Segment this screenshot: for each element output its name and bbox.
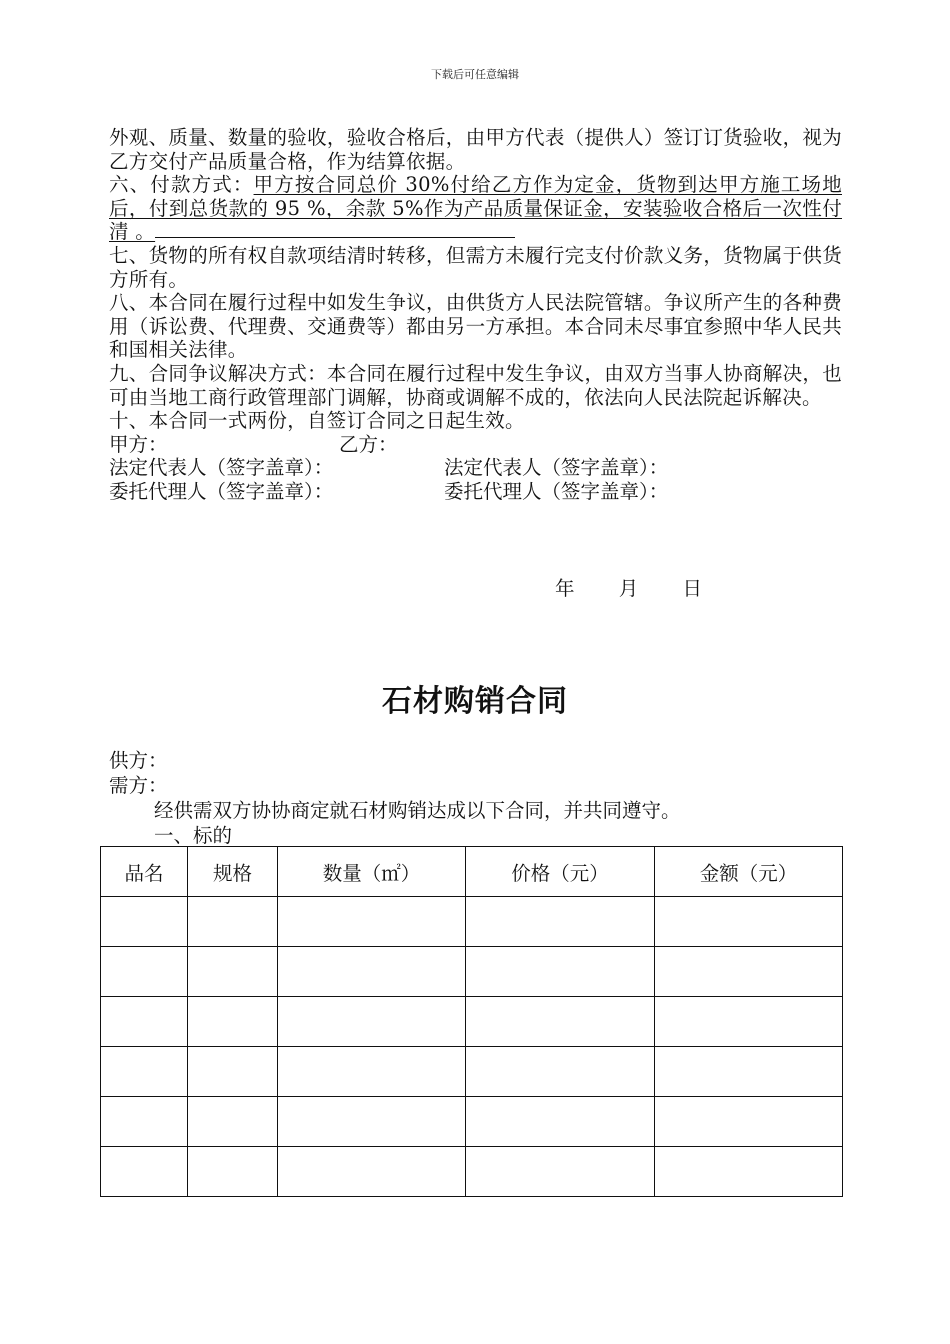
- table-cell[interactable]: [188, 947, 278, 997]
- table-cell[interactable]: [466, 997, 655, 1047]
- table-header-row: [101, 847, 843, 897]
- table-row: [101, 897, 843, 947]
- page-header-note: 下载后可任意编辑: [431, 68, 519, 81]
- legal-rep-row: [109, 456, 842, 480]
- table-cell[interactable]: [466, 947, 655, 997]
- clause-effective: 十、本合同一式两份，自签订合同之日起生效。: [109, 409, 525, 433]
- table-cell[interactable]: [188, 897, 278, 947]
- table-row: [101, 947, 843, 997]
- table-cell[interactable]: [101, 947, 188, 997]
- table-cell[interactable]: [655, 997, 843, 1047]
- party-b-label: 乙方：: [339, 432, 398, 456]
- table-cell[interactable]: [188, 1147, 278, 1197]
- table-cell[interactable]: [278, 997, 466, 1047]
- col-header-amount: 金额（元）: [655, 847, 843, 897]
- table-cell[interactable]: [655, 1147, 843, 1197]
- table-cell[interactable]: [466, 1047, 655, 1097]
- table-cell[interactable]: [655, 897, 843, 947]
- table-cell[interactable]: [101, 997, 188, 1047]
- table-row: [101, 997, 843, 1047]
- col-header-spec: 规格: [188, 847, 278, 897]
- col-header-quantity: 数量（㎡）: [278, 847, 466, 897]
- clause-jurisdiction: 八、本合同在履行过程中如发生争议，由供货方人民法院管辖。争议所产生的各种费用（诉讼费、代理费、交通费等）都由另一方承担。本合同未尽事宜参照中华人民共和国相关法律。: [109, 291, 842, 362]
- table-row: [101, 1047, 843, 1097]
- table-cell[interactable]: [188, 997, 278, 1047]
- table-cell[interactable]: [466, 1147, 655, 1197]
- signing-date: [555, 573, 722, 601]
- table-cell[interactable]: [466, 1097, 655, 1147]
- table-cell[interactable]: [101, 897, 188, 947]
- goods-table: [100, 846, 843, 1197]
- table-cell[interactable]: [278, 1047, 466, 1097]
- table-cell[interactable]: [466, 897, 655, 947]
- clause-acceptance: 外观、质量、数量的验收，验收合格后，由甲方代表（提供人）签订订货验收，视为乙方交付产品质量合格，作为结算依据。: [109, 126, 842, 173]
- supplier-label: 供方：: [109, 749, 168, 772]
- table-cell[interactable]: [278, 1147, 466, 1197]
- table-cell[interactable]: [101, 1147, 188, 1197]
- table-cell[interactable]: [101, 1047, 188, 1097]
- col-header-price: 价格（元）: [466, 847, 655, 897]
- agent-a: 委托代理人（签字盖章）：: [109, 479, 334, 503]
- section-heading: 一、标的: [154, 824, 233, 847]
- date-month: 月: [618, 577, 639, 600]
- table-cell[interactable]: [655, 1047, 843, 1097]
- table-row: [101, 1147, 843, 1197]
- table-cell[interactable]: [655, 947, 843, 997]
- contract-clauses: [109, 126, 842, 504]
- buyer-label: 需方：: [109, 774, 168, 797]
- clause-payment-body: 甲方按合同总价 30%付给乙方作为定金，货物到达甲方施工场地后，付到总货款的 95 %，余款 5%作为产品质量保证金，安装验收合格后一次性付清 。: [109, 173, 842, 244]
- table-cell[interactable]: [278, 1097, 466, 1147]
- underline-blank: [155, 236, 515, 238]
- clause-ownership: 七、货物的所有权自款项结清时转移，但需方未履行完支付价款义务，货物属于供货方所有。: [109, 243, 842, 291]
- table-cell[interactable]: [188, 1047, 278, 1097]
- contract-title: 石材购销合同: [382, 684, 568, 719]
- agent-row: [109, 480, 842, 504]
- table-cell[interactable]: [101, 1097, 188, 1147]
- table-cell[interactable]: [278, 897, 466, 947]
- table-row: [101, 1097, 843, 1147]
- party-row: [109, 433, 842, 457]
- intro-text: 经供需双方协协商定就石材购销达成以下合同，并共同遵守。: [154, 799, 681, 822]
- table-cell[interactable]: [278, 947, 466, 997]
- clause-dispute: 九、合同争议解决方式：本合同在履行过程中发生争议，由双方当事人协商解决，也可由当地工商行政管理部门调解，协商或调解不成的，依法向人民法院起诉解决。: [109, 361, 842, 409]
- clause-payment-label: 六、付款方式：: [109, 173, 254, 197]
- date-day: 日: [682, 577, 702, 600]
- contract-intro: [109, 748, 681, 848]
- agent-b: 委托代理人（签字盖章）：: [444, 479, 669, 503]
- table-cell[interactable]: [655, 1097, 843, 1147]
- party-a-label: 甲方：: [109, 432, 168, 456]
- col-header-name: 品名: [101, 847, 188, 897]
- legal-rep-a: 法定代表人（签字盖章）：: [109, 456, 334, 480]
- date-year: 年: [555, 577, 575, 600]
- table-cell[interactable]: [188, 1097, 278, 1147]
- legal-rep-b: 法定代表人（签字盖章）：: [444, 456, 669, 480]
- clause-payment: [109, 173, 842, 244]
